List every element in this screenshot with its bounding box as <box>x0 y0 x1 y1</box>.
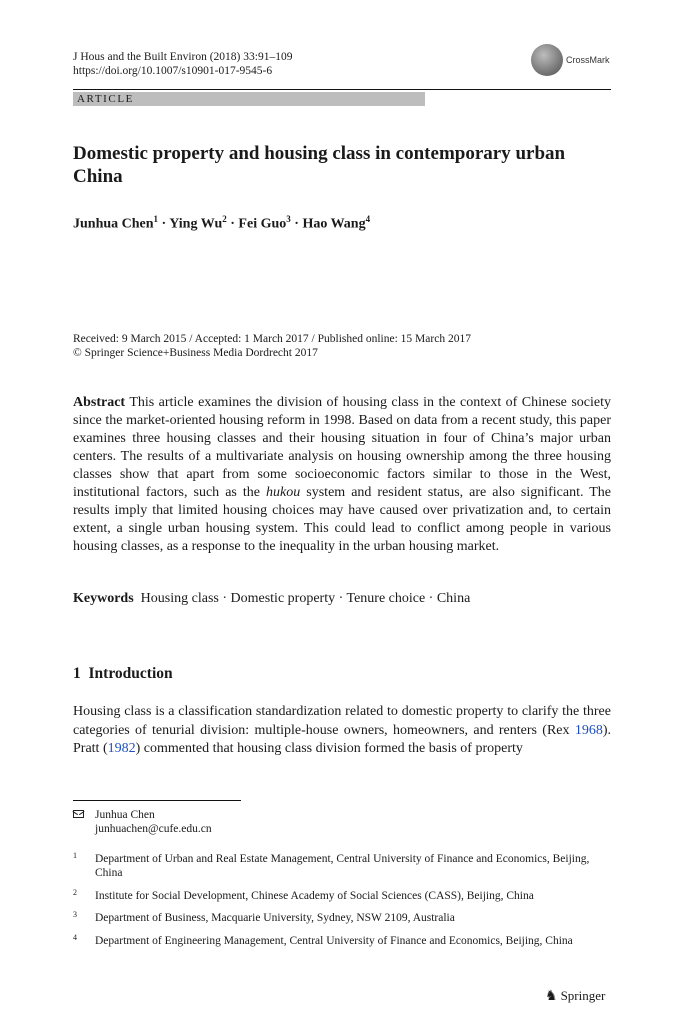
author-separator: · <box>158 216 170 232</box>
abstract-text: This article examines the division of housing class in the context of Chinese society since the market-oriented housing reform in 1998. Based on data from a recent study, this paper examines three housing classes and their housing situation in four of China’s major urban centers. The results of a multivariate analysis on housing ownership among the three housing classes show that apart from some socioeconomic factors similar to those in the West, institutional factors, such as the <box>73 395 611 500</box>
keywords-text: Housing class · Domestic property · Tenure choice · China <box>140 591 471 606</box>
envelope-icon <box>73 810 84 818</box>
footnote-rule <box>73 800 241 801</box>
history-dates: Received: 9 March 2015 / Accepted: 1 March 2017 / Published online: 15 March 2017 <box>73 333 471 345</box>
section-title: Introduction <box>88 665 173 682</box>
section-heading <box>73 665 173 683</box>
corresponding-author <box>73 808 212 836</box>
intro-text: Housing class is a classification standardization related to domestic property to clarify the three categories of tenurial division: multiple-house owners, homeowners, and renters (Rex <box>73 704 611 738</box>
abstract-label: Abstract <box>73 395 126 410</box>
affiliation-text: Department of Urban and Real Estate Management, Central University of Finance and Economics, Beijing, China <box>95 853 590 879</box>
crossmark-icon <box>531 44 563 76</box>
abstract-italic-term: hukou <box>266 485 301 500</box>
doi-link[interactable]: https://doi.org/10.1007/s10901-017-9545-6 <box>73 65 273 77</box>
paper-title: Domestic property and housing class in contemporary urban China <box>73 143 566 187</box>
keywords-label: Keywords <box>73 591 134 606</box>
header-rule <box>73 89 611 90</box>
affiliation-number: 4 <box>73 933 77 942</box>
copyright: © Springer Science+Business Media Dordrecht 2017 <box>73 347 318 359</box>
author-affiliation-marker: 3 <box>286 214 291 224</box>
affiliation <box>73 911 603 925</box>
publisher-logo <box>545 988 605 1005</box>
crossmark-label: CrossMark <box>566 55 610 65</box>
author-affiliation-marker: 2 <box>222 214 227 224</box>
affiliation-text: Institute for Social Development, Chinese Academy of Social Sciences (CASS), Beijing, China <box>95 890 534 902</box>
publisher-name: Springer <box>560 988 606 1003</box>
affiliation-text: Department of Engineering Management, Central University of Finance and Economics, Beijing, China <box>95 935 573 947</box>
springer-horse-icon: ♞ <box>545 989 558 1004</box>
affiliation <box>73 889 603 903</box>
corresponding-author-email[interactable]: junhuachen@cufe.edu.cn <box>95 823 212 835</box>
intro-paragraph <box>73 703 611 759</box>
author-separator: · <box>290 216 303 232</box>
author-affiliation-marker: 1 <box>153 214 159 224</box>
author-separator: · <box>226 216 239 232</box>
corresponding-author-name: Junhua Chen <box>95 809 155 821</box>
citation-link-rex-1968[interactable]: 1968 <box>574 722 603 738</box>
abstract <box>73 394 611 556</box>
author-name[interactable]: Junhua Chen <box>73 216 154 232</box>
author-list <box>73 214 370 233</box>
author-name[interactable]: Ying Wu <box>169 216 223 232</box>
author-affiliation-marker: 4 <box>365 214 371 224</box>
crossmark-badge[interactable] <box>531 44 626 78</box>
section-number: 1 <box>73 665 81 682</box>
citation-link-pratt-1982[interactable]: 1982 <box>107 741 136 756</box>
affiliation <box>73 934 603 948</box>
article-type-label: ARTICLE <box>77 93 134 105</box>
affiliation-text: Department of Business, Macquarie University, Sydney, NSW 2109, Australia <box>95 912 455 924</box>
affiliation-number: 1 <box>73 851 77 860</box>
author-name[interactable]: Hao Wang <box>302 216 366 232</box>
intro-text: ) commented that housing class division formed the basis of property <box>135 741 523 756</box>
keywords <box>73 591 470 607</box>
publication-dates <box>73 332 471 360</box>
journal-citation <box>73 50 292 78</box>
author-name[interactable]: Fei Guo <box>238 216 287 232</box>
affiliation-number: 3 <box>73 910 77 919</box>
intro-text: ). Pratt ( <box>73 722 611 756</box>
abstract-text-continued: system and resident status, are also significant. The results imply that limited housing choices may have caused over privatization and, to certain extent, a single urban housing system. This could lead to conflict among people in various housing classes, as a response to the inequality in the urban housing market. <box>73 485 612 554</box>
affiliation <box>73 852 603 880</box>
affiliation-number: 2 <box>73 888 77 897</box>
journal-name: J Hous and the Built Environ (2018) 33:91–109 <box>73 51 293 63</box>
